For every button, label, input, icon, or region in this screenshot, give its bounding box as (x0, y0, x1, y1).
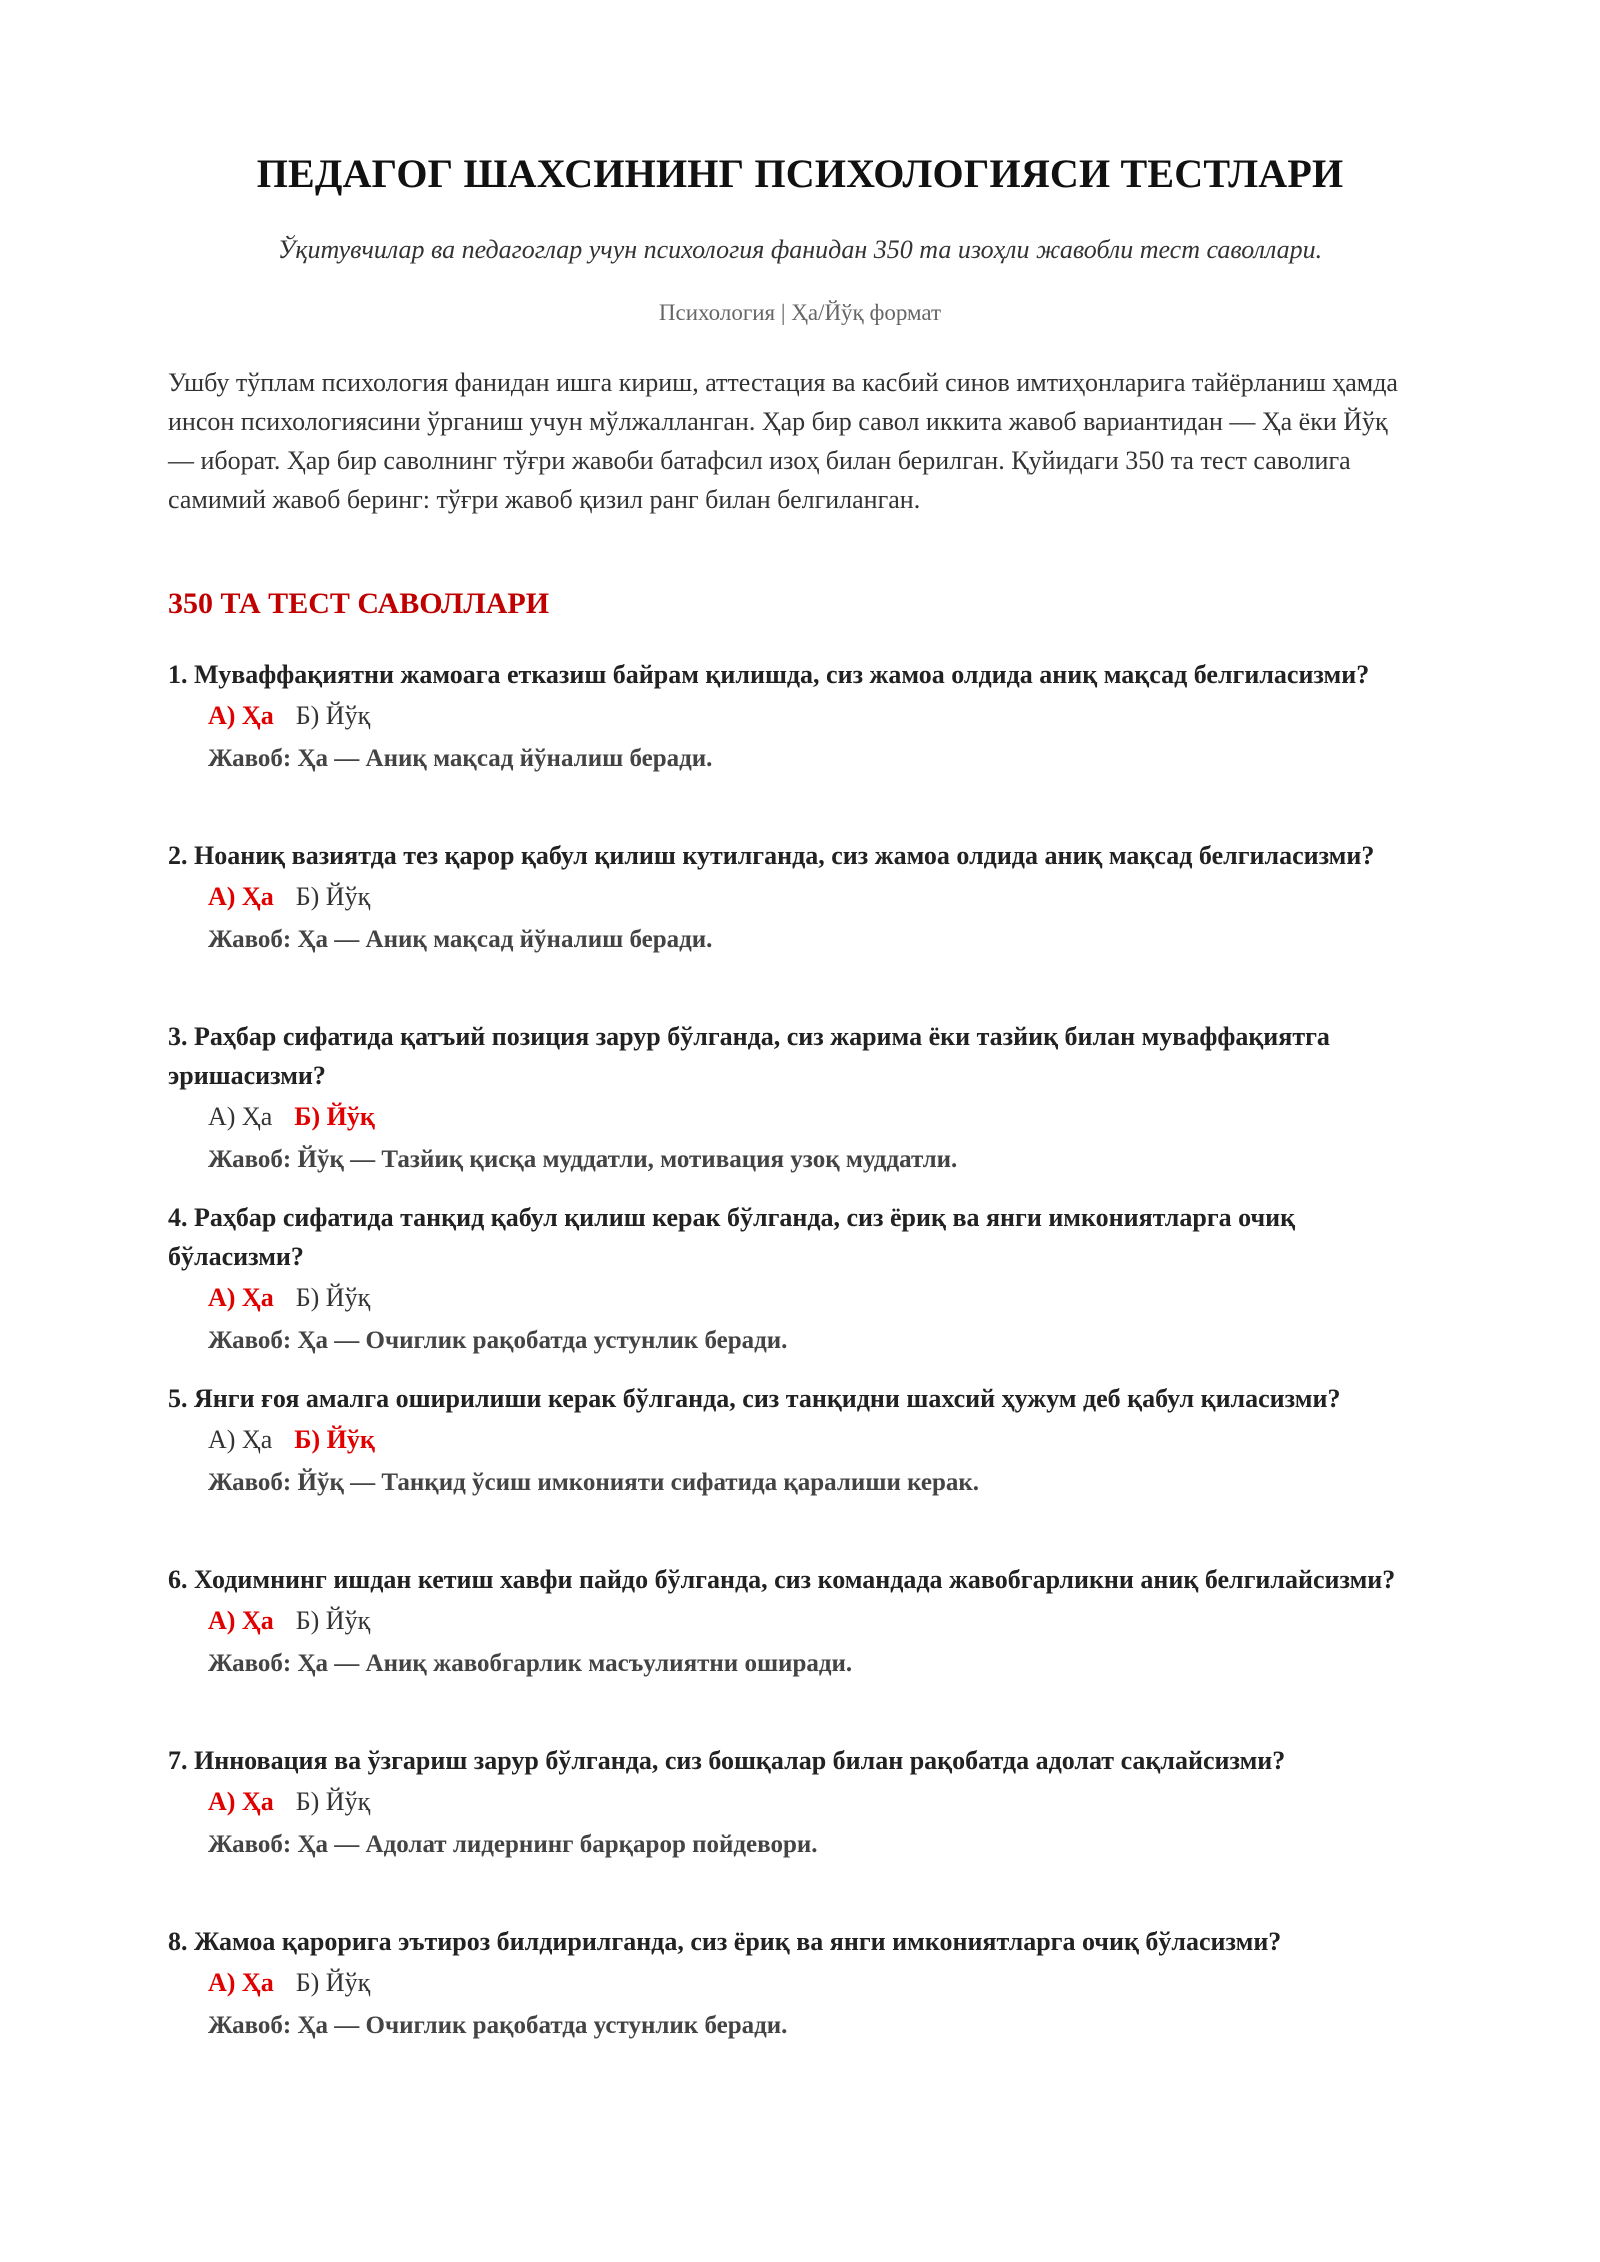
question-text: 1. Муваффақиятни жамоага етказиш байрам қилишда, сиз жамоа олдида аниқ мақсад белгиласизми? (168, 660, 1370, 689)
option-a: А) Ҳа (208, 1787, 274, 1816)
question-text: 5. Янги ғоя амалга оширилиши керак бўлганда, сиз танқидни шахсий ҳужум деб қабул қиласизми? (168, 1384, 1341, 1413)
answer-options (208, 696, 1418, 736)
question-item (168, 1922, 1418, 2046)
option-b: Б) Йўқ (295, 1283, 371, 1312)
answer-options (208, 1097, 1418, 1137)
question-item (168, 655, 1418, 779)
section-heading: 350 ТА ТЕСТ САВОЛЛАРИ (168, 587, 550, 620)
document-title: ПЕДАГОГ ШАХСИНИНГ ПСИХОЛОГИЯСИ ТЕСТЛАРИ (256, 151, 1344, 196)
option-b: Б) Йўқ (295, 701, 371, 730)
question-item (168, 1198, 1418, 1361)
answer-explanation: Жавоб: Ҳа — Аниқ жавобгарлик масъулиятни оширади. (208, 1650, 853, 1677)
answer-explanation: Жавоб: Ҳа — Аниқ мақсад йўналиш беради. (208, 926, 713, 953)
answer-explanation: Жавоб: Йўқ — Танқид ўсиш имконияти сифатида қаралиши керак. (208, 1469, 980, 1496)
option-b: Б) Йўқ (294, 1425, 375, 1454)
option-b: Б) Йўқ (294, 1102, 375, 1131)
option-a: А) Ҳа (208, 1606, 274, 1635)
question-text: 2. Ноаниқ вазиятда тез қарор қабул қилиш кутилганда, сиз жамоа олдида аниқ мақсад белгиласизми? (168, 841, 1375, 870)
option-b: Б) Йўқ (295, 882, 371, 911)
intro-paragraph: Ушбу тўплам психология фанидан ишга кириш, аттестация ва касбий синов имтиҳонларига тайёрланиш ҳамда инсон психологиясини ўрганиш учун мўлжалланган. Ҳар бир савол иккита жавоб вариантидан — Ҳа ёки Йўқ — иборат. Ҳар бир саволнинг тўғри жавоби батафсил изоҳ билан берилган. Қуйидаги 350 та тест саволига самимий жавоб беринг: тўғри жавоб қизил ранг билан белгиланган. (168, 368, 1398, 514)
option-a: А) Ҳа (208, 1102, 273, 1131)
option-a: А) Ҳа (208, 701, 274, 730)
option-b: Б) Йўқ (295, 1606, 371, 1635)
question-text: 8. Жамоа қарорига эътироз билдирилганда, сиз ёриқ ва янги имкониятларга очиқ бўласизми? (168, 1927, 1282, 1956)
answer-options (208, 1420, 1418, 1460)
option-a: А) Ҳа (208, 1283, 274, 1312)
question-item (168, 1741, 1418, 1865)
question-text: 4. Раҳбар сифатида танқид қабул қилиш керак бўлганда, сиз ёриқ ва янги имкониятларга очиқ бўласизми? (168, 1203, 1296, 1271)
question-item (168, 1379, 1418, 1503)
option-b: Б) Йўқ (295, 1787, 371, 1816)
document-meta: Психология | Ҳа/Йўқ формат (658, 300, 942, 325)
answer-options (208, 877, 1418, 917)
answer-explanation: Жавоб: Йўқ — Тазйиқ қисқа муддатли, мотивация узоқ муддатли. (208, 1146, 958, 1173)
answer-options (208, 1782, 1418, 1822)
answer-options (208, 1963, 1418, 2003)
question-text: 6. Ходимнинг ишдан кетиш хавфи пайдо бўлганда, сиз командада жавобгарликни аниқ белгилайсизми? (168, 1565, 1396, 1594)
answer-options (208, 1278, 1418, 1318)
question-item (168, 1017, 1418, 1180)
answer-explanation: Жавоб: Ҳа — Очиглик рақобатда устунлик беради. (208, 2012, 788, 2039)
option-a: А) Ҳа (208, 1968, 274, 1997)
option-a: А) Ҳа (208, 882, 274, 911)
question-text: 3. Раҳбар сифатида қатъий позиция зарур бўлганда, сиз жарима ёки тазйиқ билан муваффақиятга эришасизми? (168, 1022, 1330, 1090)
question-item (168, 836, 1418, 960)
question-text: 7. Инновация ва ўзгариш зарур бўлганда, сиз бошқалар билан рақобатда адолат сақлайсизми? (168, 1746, 1286, 1775)
answer-explanation: Жавоб: Ҳа — Очиглик рақобатда устунлик беради. (208, 1327, 788, 1354)
answer-explanation: Жавоб: Ҳа — Адолат лидернинг барқарор пойдевори. (208, 1831, 818, 1858)
option-b: Б) Йўқ (295, 1968, 371, 1997)
document-subtitle: Ўқитувчилар ва педагоглар учун психология фанидан 350 та изоҳли жавобли тест саволлари. (277, 235, 1323, 264)
answer-options (208, 1601, 1418, 1641)
answer-explanation: Жавоб: Ҳа — Аниқ мақсад йўналиш беради. (208, 745, 713, 772)
question-item (168, 1560, 1418, 1684)
option-a: А) Ҳа (208, 1425, 273, 1454)
